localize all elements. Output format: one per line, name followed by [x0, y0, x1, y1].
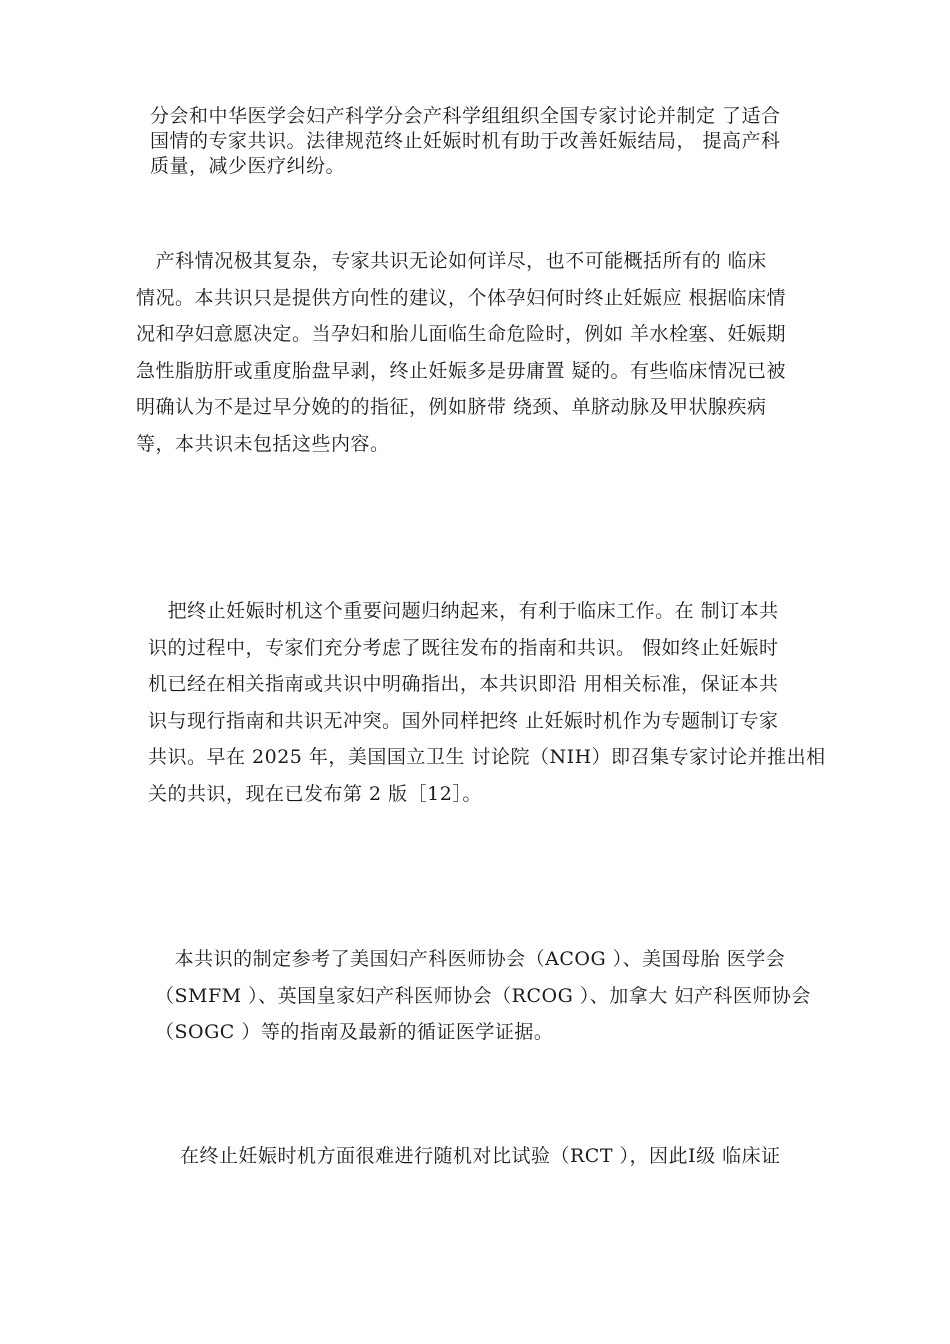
text-line: 况和孕妇意愿决定。当孕妇和胎儿面临生命危险时，例如 羊水栓塞、妊娠期: [136, 323, 787, 345]
paragraph-3: [148, 593, 826, 812]
paragraph-2: [136, 243, 786, 462]
text-line: （SOGC ）等的指南及最新的循证医学证据。: [155, 1021, 554, 1043]
text-line: 把终止妊娠时机这个重要问题归纳起来，有利于临床工作。在 制订本共: [148, 600, 779, 622]
text-line: 关的共识，现在已发布第 2 版［12］。: [148, 782, 482, 805]
paragraph-5: [180, 1138, 781, 1175]
text-line: 急性脂肪肝或重度胎盘早剥，终止妊娠多是毋庸置 疑的。有些临床情况已被: [136, 359, 787, 382]
text-line: 质量，减少医疗纠纷。: [150, 155, 346, 177]
text-line: 在终止妊娠时机方面很难进行随机对比试验（RCT ），因此Ⅰ级 临床证: [180, 1145, 781, 1167]
text-line: （SMFM ）、英国皇家妇产科医师协会（RCOG ）、加拿大 妇产科医师协会: [155, 984, 811, 1007]
text-line: 机已经在相关指南或共识中明确指出，本共识即沿 用相关标准，保证本共: [148, 673, 779, 695]
text-line: 分会和中华医学会妇产科学分会产科学组组织全国专家讨论并制定 了适合: [150, 105, 781, 127]
text-line: 本共识的制定参考了美国妇产科医师协会（ACOG ）、美国母胎 医学会: [155, 948, 786, 970]
text-line: 识的过程中，专家们充分考虑了既往发布的指南和共识。 假如终止妊娠时: [148, 636, 779, 659]
text-line: 国情的专家共识。法律规范终止妊娠时机有助于改善妊娠结局， 提高产科: [150, 130, 781, 152]
text-line: 等，本共识未包括这些内容。: [136, 432, 390, 455]
text-line: 情况。本共识只是提供方向性的建议，个体孕妇何时终止妊娠应 根据临床情: [136, 286, 787, 309]
paragraph-4: [155, 941, 811, 1051]
text-line: 识与现行指南和共识无冲突。国外同样把终 止妊娠时机作为专题制订专家: [148, 709, 779, 732]
paragraph-1: [150, 104, 781, 179]
text-line: 共识。早在 2025 年，美国国立卫生 讨论院（NIH）即召集专家讨论并推出相: [148, 746, 826, 768]
text-line: 产科情况极其复杂，专家共识无论如何详尽，也不可能概括所有的 临床: [136, 250, 767, 272]
text-line: 明确认为不是过早分娩的的指征，例如脐带 绕颈、单脐动脉及甲状腺疾病: [136, 396, 767, 418]
